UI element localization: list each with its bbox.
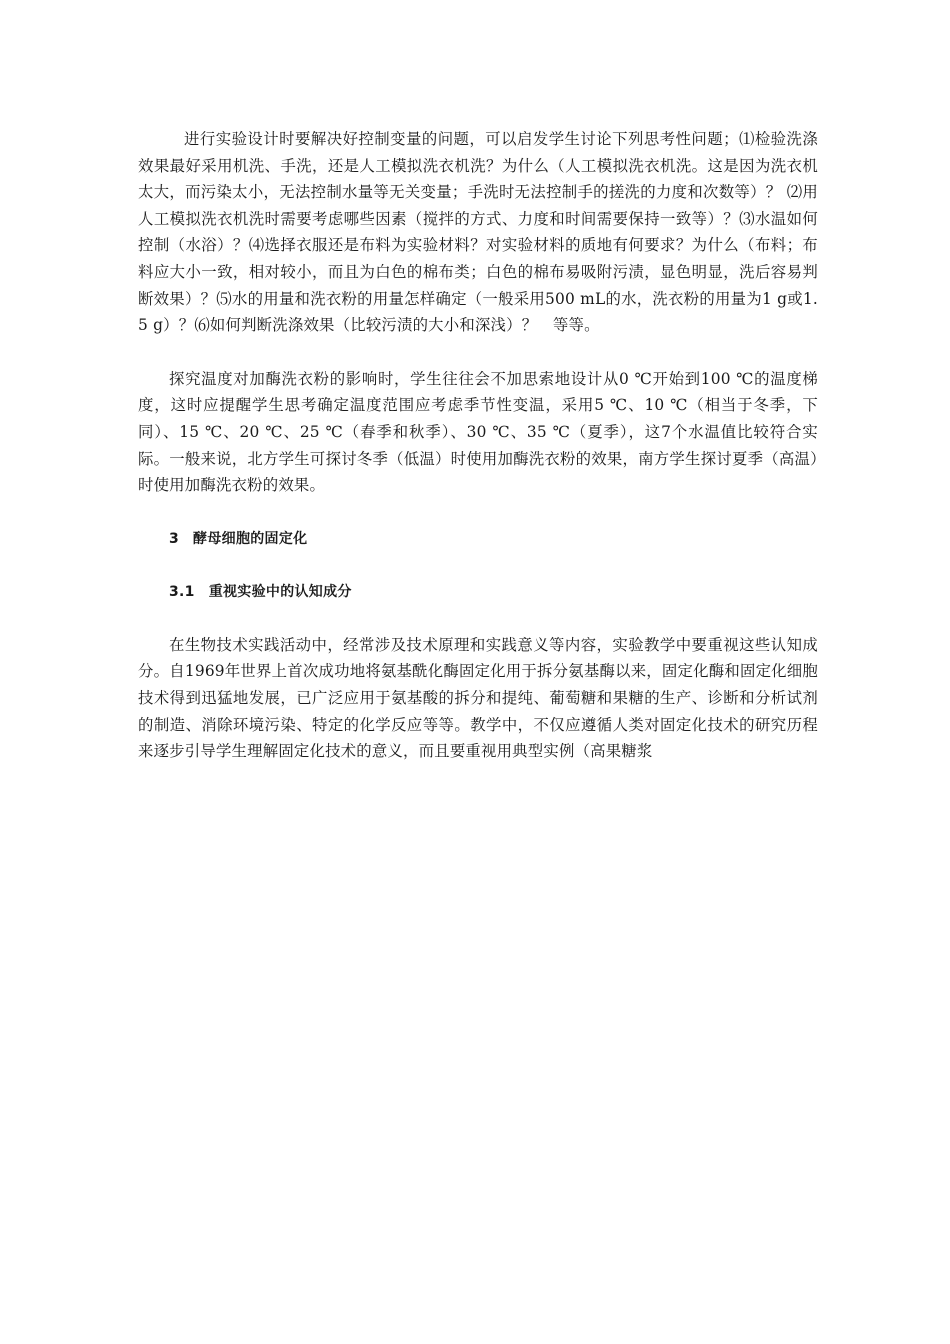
- paragraph-spacer: [138, 339, 818, 366]
- paragraph-variable-control: 进行实验设计时要解决好控制变量的问题，可以启发学生讨论下列思考性问题；⑴检验洗涤效果最好采用机洗、手洗，还是人工模拟洗衣机洗？为什么（人工模拟洗衣机洗。这是因为洗衣机太大，而污染太小，无法控制水量等无关变量；手洗时无法控制手的搓洗的力度和次数等）？ ⑵用人工模拟洗衣机洗时需要考虑哪些因素（搅拌的方式、力度和时间需要保持一致等）？⑶水温如何控制（水浴）？⑷选择衣服还是布料为实验材料？对实验材料的质地有何要求？为什么（布料；布料应大小一致，相对较小，而且为白色的棉布类；白色的棉布易吸附污渍，显色明显，洗后容易判断效果）？⑸水的用量和洗衣粉的用量怎样确定（一般采用500 mL的水，洗衣粉的用量为1 g或1.5 g）？⑹如何判断洗涤效果（比较污渍的大小和深浅）？ 等等。: [138, 130, 818, 335]
- paragraph-spacer: [138, 552, 818, 579]
- section-number: 3: [169, 530, 180, 547]
- paragraph-spacer: [138, 605, 818, 632]
- section-heading-3-1: [138, 579, 818, 605]
- paragraph-spacer: [138, 499, 818, 526]
- subsection-title: 重视实验中的认知成分: [208, 583, 352, 600]
- document-page: [138, 126, 818, 765]
- paragraph-temperature-gradient: 探究温度对加酶洗衣粉的影响时，学生往往会不加思索地设计从0 ℃开始到100 ℃的温度梯度，这时应提醒学生思考确定温度范围应考虑季节性变温，采用5 ℃、10 ℃（相当于冬季，下同）、15 ℃、20 ℃、25 ℃（春季和秋季）、30 ℃、35 ℃（夏季），这7个水温值比较符合实际。一般来说，北方学生可探讨冬季（低温）时使用加酶洗衣粉的效果，南方学生探讨夏季（高温）时使用加酶洗衣粉的效果。: [138, 369, 818, 495]
- section-heading-3: [138, 526, 818, 552]
- section-title: 酵母细胞的固定化: [193, 530, 308, 547]
- paragraph-cognitive-components: 在生物技术实践活动中，经常涉及技术原理和实践意义等内容，实验教学中要重视这些认知成分。自1969年世界上首次成功地将氨基酰化酶固定化用于拆分氨基酶以来，固定化酶和固定化细胞技术得到迅猛地发展，已广泛应用于氨基酸的拆分和提纯、葡萄糖和果糖的生产、诊断和分析试剂的制造、消除环境污染、特定的化学反应等等。教学中，不仅应遵循人类对固定化技术的研究历程来逐步引导学生理解固定化技术的意义，而且要重视用典型实例（高果糖浆: [138, 635, 818, 761]
- subsection-number: 3.1: [169, 583, 195, 600]
